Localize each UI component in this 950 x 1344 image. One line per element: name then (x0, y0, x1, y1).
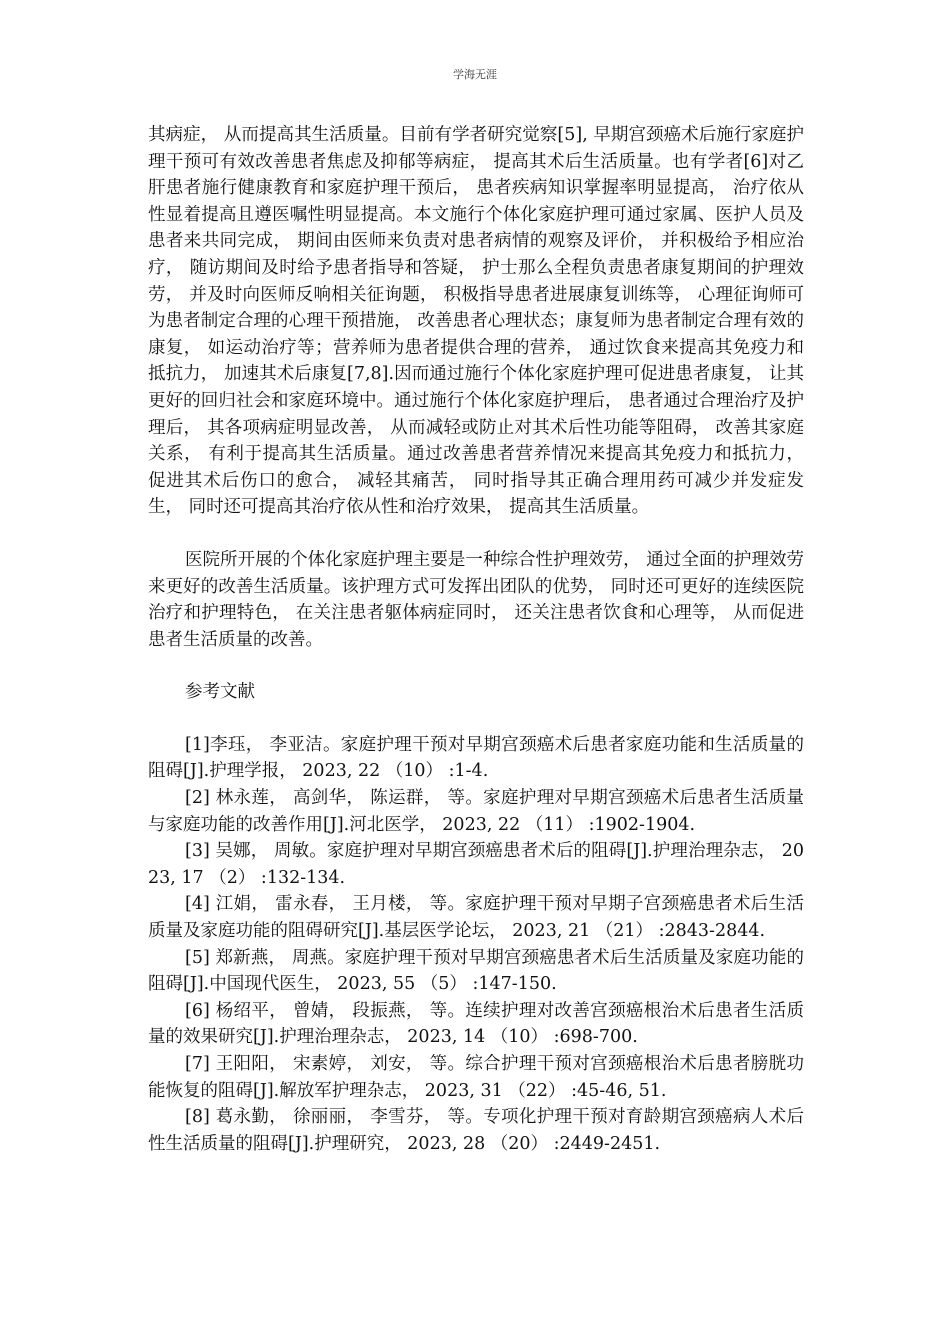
reference-item: [4] 江娟， 雷永春， 王月楼， 等。家庭护理干预对早期子宫颈癌患者术后生活质量及家庭功能的阻碍研究[J].基层医学论坛， 2023, 21 （21） :2843-2844. (148, 894, 804, 942)
reference-item: [8] 葛永勤， 徐丽丽， 李雪芬， 等。专项化护理干预对育龄期宫颈癌病人术后性生活质量的阻碍[J].护理研究， 2023, 28 （20） :2449-2451. (148, 1107, 804, 1154)
paragraph-spacer (148, 521, 804, 547)
reference-item: [2] 林永莲， 高剑华， 陈运群， 等。家庭护理对早期宫颈癌术后患者生活质量与家庭功能的改善作用[J].河北医学， 2023, 22 （11） :1902-1904. (148, 788, 804, 835)
body-paragraph-1: 其病症， 从而提高其生活质量。目前有学者研究觉察[5], 早期宫颈癌术后施行家庭护理干预可有效改善患者焦虑及抑郁等病症， 提高其术后生活质量。也有学者[6]对乙肝患者施行健康教育和家庭护理干预后， 患者疾病知识掌握率明显提高， 治疗依从性显着提高且遵医嘱性明显提高。本文施行个体化家庭护理可通过家属、医护人员及患者来共同完成， 期间由医师来负责对患者病情的观察及评价， 并积极给予相应治疗， 随访期间及时给予患者指导和答疑， 护士那么全程负责患者康复期间的护理效劳， 并及时向医师反响相关征询题， 积极指导患者进展康复训练等， 心理征询师可为患者制定合理的心理干预措施， 改善患者心理状态；康复师为患者制定合理有效的康复， 如运动治疗等；营养师为患者提供合理的营养， 通过饮食来提高其免疫力和抵抗力， 加速其术后康复[7,8].因而通过施行个体化家庭护理可促进患者康复， 让其更好的回归社会和家庭环境中。通过施行个体化家庭护理后， 患者通过合理治疗及护理后， 其各项病症明显改善， 从而减轻或防止对其术后性功能等阻碍， 改善其家庭关系， 有利于提高其生活质量。通过改善患者营养情况来提高其免疫力和抵抗力， 促进其术后伤口的愈合， 减轻其痛苦， 同时指导其正确合理用药可减少并发症发生， 同时还可提高其治疗依从性和治疗效果， 提高其生活质量。 (148, 125, 804, 518)
document-body (148, 122, 804, 1157)
body-paragraph-2: 医院所开展的个体化家庭护理主要是一种综合性护理效劳， 通过全面的护理效劳来更好的改善生活质量。该护理方式可发挥出团队的优势， 同时还可更好的连续医院治疗和护理特色， 在关注患者躯体病症同时， 还关注患者饮食和心理等， 从而促进患者生活质量的改善。 (148, 549, 804, 650)
page-header: 学海无涯 (453, 68, 497, 81)
reference-item: [1]李珏， 李亚洁。家庭护理干预对早期宫颈癌术后患者家庭功能和生活质量的阻碍[J].护理学报， 2023, 22 （10） :1-4. (148, 734, 804, 782)
reference-item: [7] 王阳阳， 宋素婷， 刘安， 等。综合护理干预对宫颈癌根治术后患者膀胱功能恢复的阻碍[J].解放军护理杂志， 2023, 31 （22） :45-46, 51. (148, 1054, 804, 1101)
reference-item: [3] 吴娜， 周敏。家庭护理对早期宫颈癌患者术后的阻碍[J].护理治理杂志， 2023, 17 （2） :132-134. (148, 841, 804, 888)
paragraph-spacer (148, 706, 804, 732)
paragraph-spacer (148, 653, 804, 679)
reference-item: [6] 杨绍平， 曾婧， 段振燕， 等。连续护理对改善宫颈癌根治术后患者生活质量的效果研究[J].护理治理杂志， 2023, 14 （10） :698-700. (148, 1000, 804, 1048)
reference-item: [5] 郑新燕， 周燕。家庭护理干预对早期宫颈癌患者术后生活质量及家庭功能的阻碍[J].中国现代医生， 2023, 55 （5） :147-150. (148, 947, 804, 995)
references-heading: 参考文献 (185, 682, 255, 703)
references-list (148, 732, 804, 1158)
